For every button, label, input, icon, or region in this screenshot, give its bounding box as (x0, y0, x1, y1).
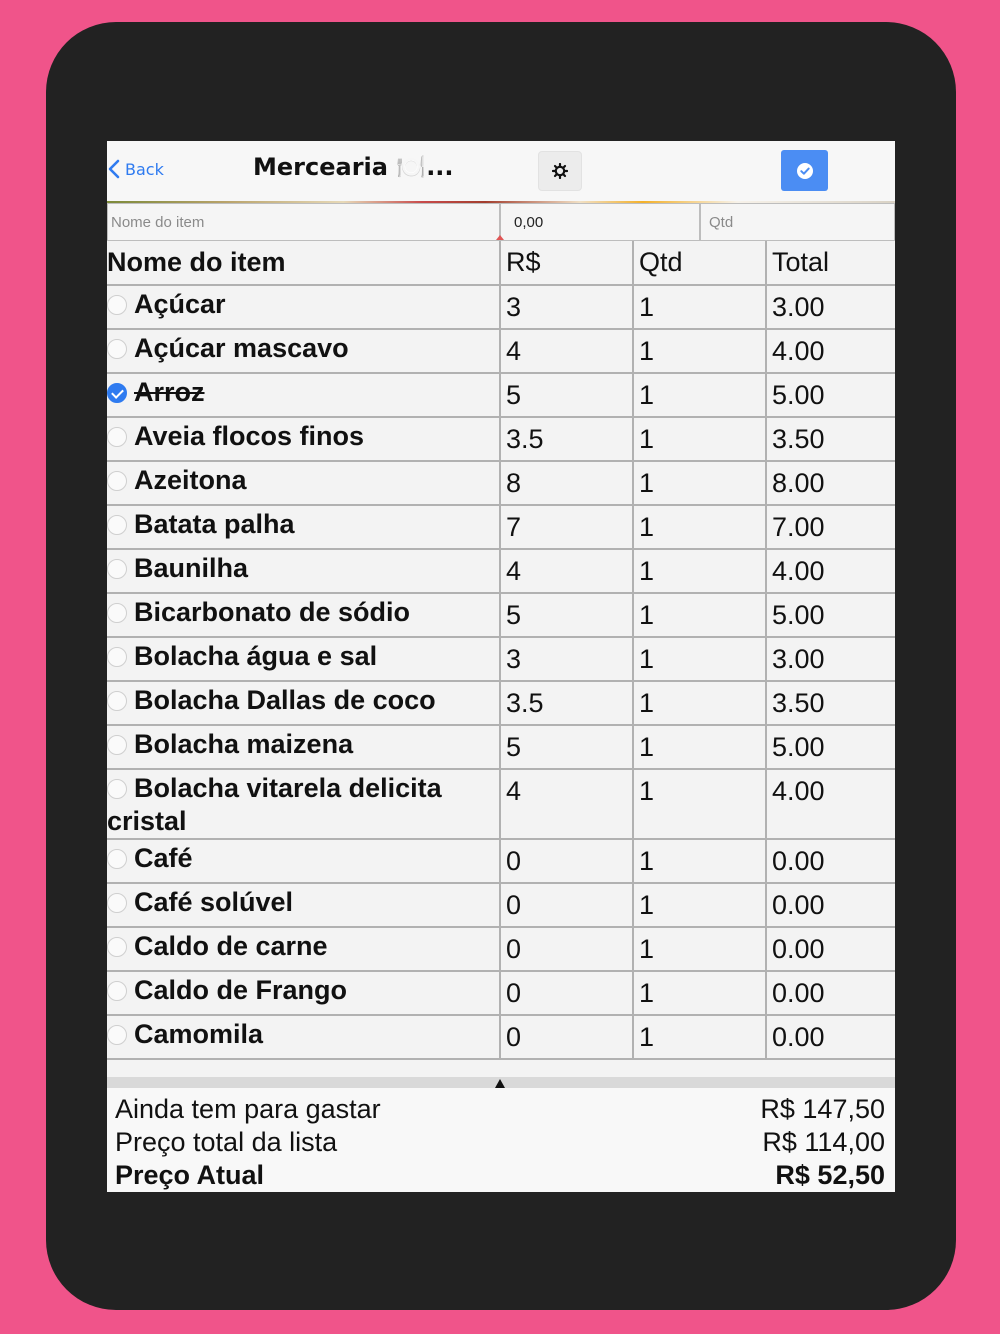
table-row[interactable] (107, 883, 895, 927)
table-row[interactable] (107, 549, 895, 593)
item-name-cell (107, 971, 500, 1015)
item-total-cell: 4.00 (766, 549, 895, 593)
radio-circle-icon[interactable] (107, 559, 127, 579)
item-price-cell[interactable]: 0 (500, 971, 633, 1015)
item-name: Caldo de Frango (134, 975, 348, 1005)
item-qty-cell[interactable]: 1 (633, 505, 766, 549)
summary-current (115, 1160, 885, 1192)
item-name: Café solúvel (134, 887, 294, 917)
table-row[interactable] (107, 725, 895, 769)
table-row[interactable] (107, 461, 895, 505)
item-qty-cell[interactable]: 1 (633, 285, 766, 329)
header-total: Total (766, 241, 895, 285)
item-name: Bolacha maizena (134, 729, 354, 759)
item-price-cell[interactable]: 0 (500, 839, 633, 883)
item-total-cell: 0.00 (766, 971, 895, 1015)
item-name-input[interactable] (107, 203, 500, 241)
item-qty-cell[interactable]: 1 (633, 373, 766, 417)
items-table (107, 241, 895, 1060)
item-total-cell: 0.00 (766, 1015, 895, 1059)
item-qty-cell[interactable]: 1 (633, 725, 766, 769)
item-price-cell[interactable]: 5 (500, 725, 633, 769)
item-qty-cell[interactable]: 1 (633, 593, 766, 637)
table-row[interactable] (107, 637, 895, 681)
item-name-cell (107, 681, 500, 725)
remaining-value: R$ 147,50 (760, 1094, 885, 1124)
radio-circle-icon[interactable] (107, 735, 127, 755)
remaining-label: Ainda tem para gastar (115, 1094, 381, 1124)
app-screen (107, 141, 895, 1192)
item-name-cell (107, 839, 500, 883)
radio-circle-icon[interactable] (107, 691, 127, 711)
item-price-cell[interactable]: 3 (500, 637, 633, 681)
radio-circle-icon[interactable] (107, 427, 127, 447)
table-row[interactable] (107, 681, 895, 725)
summary-remaining (115, 1094, 885, 1127)
item-name: Açúcar mascavo (134, 333, 349, 363)
table-row[interactable] (107, 1015, 895, 1059)
table-row[interactable] (107, 417, 895, 461)
back-button[interactable] (107, 157, 164, 181)
item-name: Aveia flocos finos (134, 421, 365, 451)
item-total-cell: 5.00 (766, 593, 895, 637)
table-row[interactable] (107, 285, 895, 329)
item-qty-cell[interactable]: 1 (633, 681, 766, 725)
radio-circle-icon[interactable] (107, 515, 127, 535)
item-name: Azeitona (134, 465, 247, 495)
item-total-cell: 5.00 (766, 725, 895, 769)
item-name-cell (107, 549, 500, 593)
table-row[interactable] (107, 329, 895, 373)
radio-circle-icon[interactable] (107, 893, 127, 913)
table-row[interactable] (107, 769, 895, 839)
item-price-cell[interactable]: 3.5 (500, 681, 633, 725)
item-name-cell (107, 769, 500, 839)
radio-circle-icon[interactable] (107, 849, 127, 869)
item-total-cell: 3.00 (766, 285, 895, 329)
radio-circle-icon[interactable] (107, 603, 127, 623)
item-price-cell[interactable]: 0 (500, 883, 633, 927)
item-price-cell[interactable]: 3 (500, 285, 633, 329)
header-price: R$ (500, 241, 633, 285)
item-name-cell (107, 285, 500, 329)
radio-circle-icon[interactable] (107, 339, 127, 359)
item-total-cell: 5.00 (766, 373, 895, 417)
item-name-cell (107, 329, 500, 373)
item-name: Camomila (134, 1019, 264, 1049)
item-total-cell: 3.50 (766, 681, 895, 725)
table-row[interactable] (107, 373, 895, 417)
item-name: Bicarbonato de sódio (134, 597, 411, 627)
item-total-cell: 7.00 (766, 505, 895, 549)
item-name: Bolacha água e sal (134, 641, 378, 671)
page-title: Mercearia 🍽️... (253, 153, 454, 181)
triangle-up-icon[interactable] (495, 1079, 505, 1088)
list-total-value: R$ 114,00 (762, 1127, 885, 1157)
item-price-cell[interactable]: 5 (500, 593, 633, 637)
item-total-cell: 0.00 (766, 883, 895, 927)
summary-list-total (115, 1127, 885, 1160)
radio-circle-icon[interactable] (107, 937, 127, 957)
chevron-left-icon (107, 159, 121, 179)
item-qty-cell[interactable]: 1 (633, 329, 766, 373)
item-name-cell (107, 637, 500, 681)
item-qty-cell[interactable]: 1 (633, 883, 766, 927)
item-total-cell: 0.00 (766, 927, 895, 971)
list-total-label: Preço total da lista (115, 1127, 338, 1157)
header-name: Nome do item (107, 241, 500, 285)
item-price-cell[interactable]: 7 (500, 505, 633, 549)
item-name-cell (107, 1015, 500, 1059)
confirm-button[interactable] (781, 150, 828, 191)
table-row[interactable] (107, 839, 895, 883)
text-cursor-marker (496, 235, 504, 240)
radio-circle-icon[interactable] (107, 779, 127, 799)
summary-panel (107, 1088, 895, 1192)
item-name-cell (107, 505, 500, 549)
item-name: Batata palha (134, 509, 295, 539)
back-label: Back (125, 159, 164, 179)
item-total-cell: 4.00 (766, 769, 895, 839)
item-name: Arroz (134, 377, 205, 407)
table-row[interactable] (107, 505, 895, 549)
item-name-cell (107, 461, 500, 505)
item-total-cell: 4.00 (766, 329, 895, 373)
navigation-bar (107, 141, 895, 203)
item-price-cell[interactable]: 3.5 (500, 417, 633, 461)
item-name-cell (107, 725, 500, 769)
item-price-input[interactable] (500, 203, 700, 241)
table-header-row (107, 241, 895, 285)
radio-circle-icon[interactable] (107, 471, 127, 491)
radio-circle-icon[interactable] (107, 295, 127, 315)
table-row[interactable] (107, 927, 895, 971)
current-value: R$ 52,50 (775, 1160, 885, 1190)
item-name-cell (107, 883, 500, 927)
settings-button[interactable] (538, 151, 582, 191)
current-label: Preço Atual (115, 1160, 265, 1190)
item-qty-cell[interactable]: 1 (633, 927, 766, 971)
gear-icon (552, 163, 568, 179)
radio-circle-icon[interactable] (107, 981, 127, 1001)
item-name: Baunilha (134, 553, 249, 583)
item-price-cell[interactable]: 4 (500, 549, 633, 593)
table-row[interactable] (107, 593, 895, 637)
item-price-cell[interactable]: 4 (500, 329, 633, 373)
item-total-cell: 3.00 (766, 637, 895, 681)
item-qty-cell[interactable]: 1 (633, 1015, 766, 1059)
radio-circle-icon[interactable] (107, 1025, 127, 1045)
item-name: Caldo de carne (134, 931, 328, 961)
item-total-cell: 0.00 (766, 839, 895, 883)
item-name: Açúcar (134, 289, 226, 319)
header-qty: Qtd (633, 241, 766, 285)
item-name: Bolacha vitarela delicita cristal (107, 773, 442, 836)
table-row[interactable] (107, 971, 895, 1015)
item-price-cell[interactable]: 0 (500, 1015, 633, 1059)
item-qty-cell[interactable]: 1 (633, 769, 766, 839)
checked-circle-icon[interactable] (107, 383, 127, 403)
item-price-cell[interactable]: 5 (500, 373, 633, 417)
items-table-container[interactable] (107, 241, 895, 1077)
item-name-cell (107, 593, 500, 637)
item-price-cell[interactable]: 8 (500, 461, 633, 505)
item-qty-cell[interactable]: 1 (633, 637, 766, 681)
item-qty-cell[interactable]: 1 (633, 971, 766, 1015)
item-total-cell: 3.50 (766, 417, 895, 461)
item-name-cell (107, 927, 500, 971)
item-price-cell[interactable]: 0 (500, 927, 633, 971)
item-total-cell: 8.00 (766, 461, 895, 505)
item-name-cell (107, 417, 500, 461)
item-name: Café (134, 843, 193, 873)
item-qty-cell[interactable]: 1 (633, 549, 766, 593)
radio-circle-icon[interactable] (107, 647, 127, 667)
check-circle-icon (796, 162, 814, 180)
item-qty-cell[interactable]: 1 (633, 461, 766, 505)
item-name-cell (107, 373, 500, 417)
item-qty-input[interactable] (700, 203, 895, 241)
item-qty-cell[interactable]: 1 (633, 417, 766, 461)
item-name: Bolacha Dallas de coco (134, 685, 436, 715)
item-price-cell[interactable]: 4 (500, 769, 633, 839)
item-qty-cell[interactable]: 1 (633, 839, 766, 883)
